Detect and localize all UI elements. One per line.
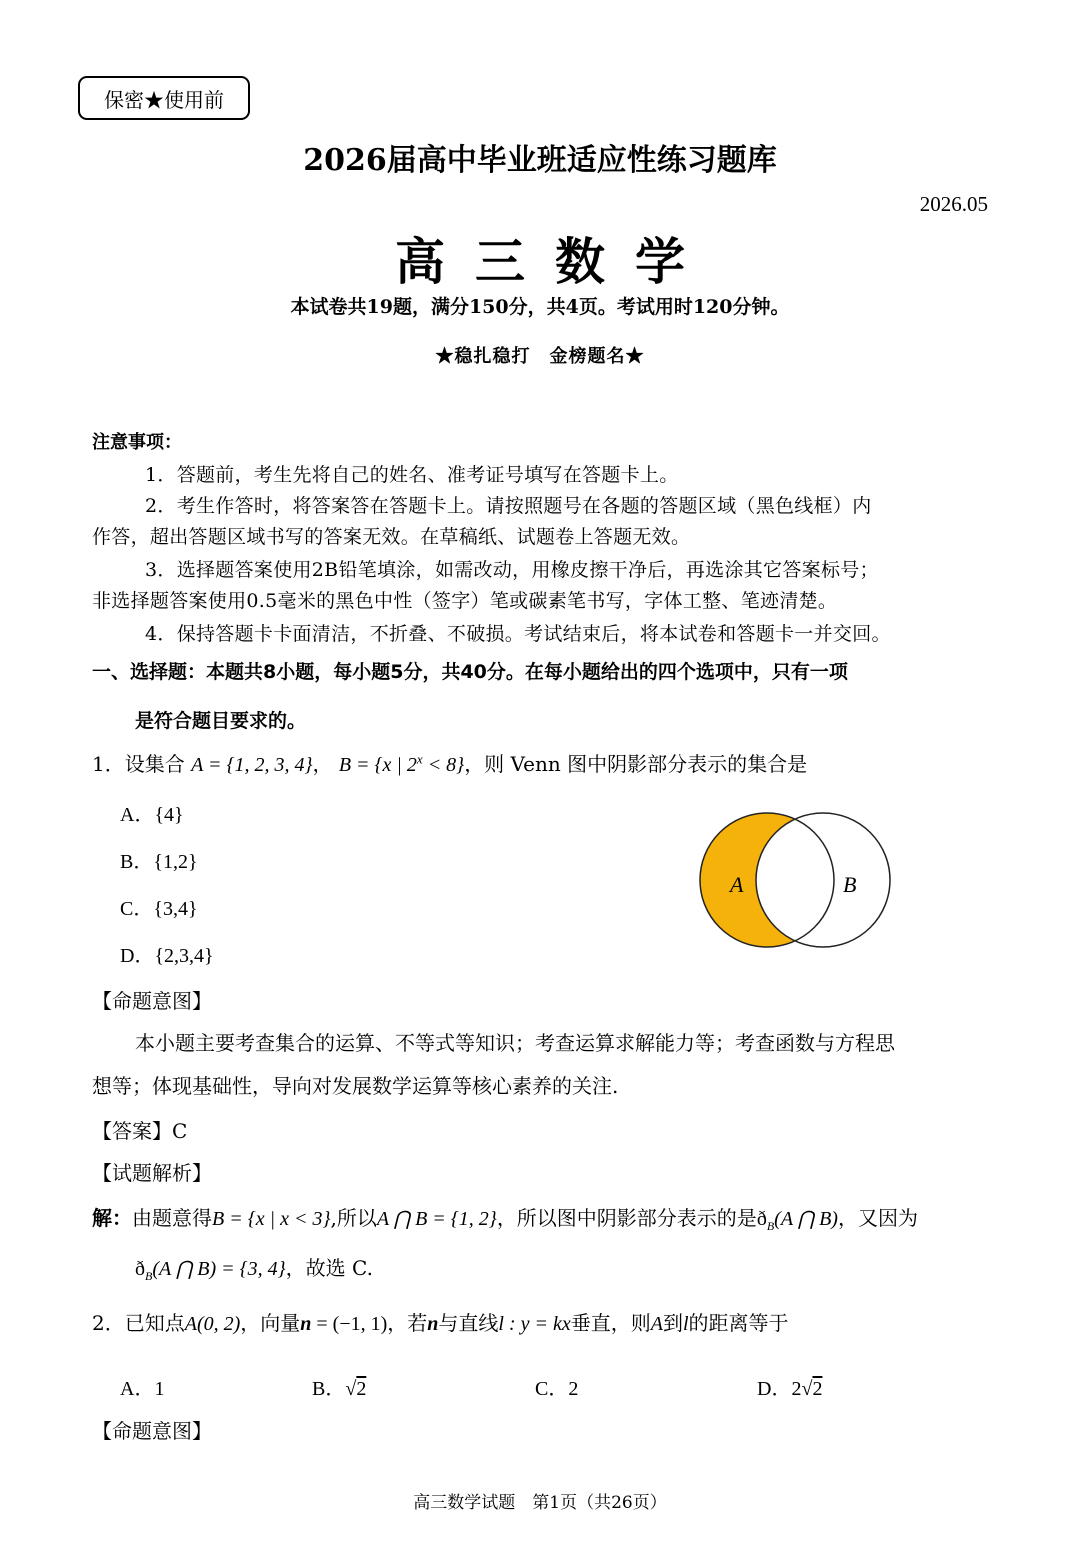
q1-sol-set-b: B = {x | x < 3} bbox=[212, 1208, 331, 1230]
note-4: 4．保持答题卡卡面清洁，不折叠、不破损。考试结束后，将本试卷和答题卡一并交回。 bbox=[145, 623, 891, 645]
q2-vector-n: n bbox=[300, 1313, 312, 1335]
q1-sol2-complement-symbol: ð bbox=[135, 1258, 145, 1280]
q1-set-b-post: < 8} bbox=[422, 754, 465, 776]
question-2-stem bbox=[92, 1307, 789, 1336]
q1-analysis-label: 【试题解析】 bbox=[92, 1161, 212, 1185]
q2-option-d-label: D．2 bbox=[757, 1378, 802, 1400]
q2-point-a-2: A bbox=[650, 1313, 663, 1335]
q1-sol2-result: (A ⋂ B) = {3, 4} bbox=[152, 1258, 286, 1280]
page-footer: 高三数学试题 第1页（共26页） bbox=[413, 1493, 667, 1513]
note-3-line1: 3．选择题答案使用2B铅笔填涂，如需改动，用橡皮擦干净后，再选涂其它答案标号； bbox=[145, 559, 879, 581]
q1-option-c: C．{3,4} bbox=[120, 898, 198, 920]
q2-option-a: A．1 bbox=[120, 1378, 165, 1400]
q2-option-c: C．2 bbox=[535, 1378, 579, 1400]
q2-text-n: 的距离等于 bbox=[688, 1311, 789, 1335]
q1-intent-label: 【命题意图】 bbox=[92, 989, 212, 1013]
q2-point-a: A(0, 2) bbox=[184, 1313, 241, 1335]
q2-text-h: 与直线 bbox=[438, 1311, 499, 1335]
q1-sol2-complement-sub: B bbox=[145, 1269, 153, 1283]
venn-label-b: B bbox=[843, 872, 857, 897]
note-1: 1．答题前，考生先将自己的姓名、准考证号填写在答题卡上。 bbox=[145, 464, 679, 486]
confidential-badge bbox=[78, 76, 250, 120]
q2-option-d-radicand: 2 bbox=[812, 1378, 823, 1400]
q2-option-b-label: B． bbox=[312, 1378, 346, 1400]
q1-set-b bbox=[338, 751, 465, 776]
notes-heading: 注意事项： bbox=[92, 432, 182, 453]
q2-line-l-2: l bbox=[682, 1313, 689, 1335]
q1-suffix: ，则 Venn 图中阴影部分表示的集合是 bbox=[464, 752, 808, 776]
q2-intent-label: 【命题意图】 bbox=[92, 1419, 212, 1443]
q2-option-b-radicand: 2 bbox=[356, 1378, 367, 1400]
q2-option-d bbox=[757, 1372, 822, 1401]
q1-sol-text-e: ，所以图中阴影部分表示的是 bbox=[496, 1206, 757, 1230]
slogan: ★稳扎稳打 金榜题名★ bbox=[435, 346, 645, 367]
q2-text-a: 2．已知点 bbox=[92, 1311, 185, 1335]
exam-info: 本试卷共19题，满分150分，共4页。考试用时120分钟。 bbox=[290, 296, 790, 318]
q2-text-j: 垂直，则 bbox=[570, 1311, 651, 1335]
q1-sol-text-a: 由题意得 bbox=[132, 1206, 212, 1230]
q1-option-a: A．{4} bbox=[120, 804, 184, 826]
q1-sol-intersection: A ⋂ B = {1, 2} bbox=[376, 1208, 497, 1230]
note-3-line2: 非选择题答案使用0.5毫米的黑色中性（签字）笔或碳素笔书写，字体工整、笔迹清楚。 bbox=[92, 590, 838, 612]
q1-set-a: A = {1, 2, 3, 4} bbox=[191, 754, 313, 776]
q1-option-d: D．{2,3,4} bbox=[120, 945, 214, 967]
sqrt-icon: √ bbox=[345, 1378, 357, 1400]
q1-sol-text-h: ，又因为 bbox=[837, 1206, 918, 1230]
confidential-label: 保密★使用前 bbox=[104, 87, 224, 112]
q1-prefix: 1．设集合 bbox=[92, 752, 185, 776]
q1-sol-complement-arg: (A ⋂ B) bbox=[774, 1208, 838, 1230]
exam-date: 2026.05 bbox=[919, 192, 988, 216]
q2-vector-n-2: n bbox=[427, 1313, 439, 1335]
q1-sol-complement-symbol: ð bbox=[756, 1208, 767, 1230]
q1-sol2-conclusion: ，故选 C. bbox=[285, 1256, 373, 1280]
venn-diagram bbox=[690, 810, 900, 950]
section-1-heading-cont: 是符合题目要求的。 bbox=[135, 710, 307, 732]
q1-sep: ， bbox=[312, 752, 333, 776]
q1-sol-complement-sub: B bbox=[766, 1219, 775, 1233]
q2-text-c: ，向量 bbox=[240, 1311, 301, 1335]
question-1-stem bbox=[92, 748, 807, 777]
q1-answer: 【答案】C bbox=[92, 1119, 188, 1143]
exam-series-title: 2026届高中毕业班适应性练习题库 bbox=[303, 143, 777, 178]
q1-solution-line2 bbox=[135, 1252, 373, 1284]
venn-label-a: A bbox=[730, 872, 744, 897]
q1-solution-head: 解： bbox=[92, 1206, 132, 1230]
note-2-line2: 作答，超出答题区域书写的答案无效。在草稿纸、试题卷上答题无效。 bbox=[92, 526, 691, 548]
q2-vector-value: = (−1, 1) bbox=[311, 1313, 388, 1335]
section-1-heading: 一、选择题：本题共8小题，每小题5分，共40分。在每小题给出的四个选项中，只有一项 bbox=[92, 661, 848, 683]
note-2-line1: 2．考生作答时，将答案答在答题卡上。请按照题号在各题的答题区域（黑色线框）内 bbox=[145, 495, 872, 517]
q2-text-f: ，若 bbox=[387, 1311, 428, 1335]
q1-intent-line2: 想等；体现基础性，导向对发展数学运算等核心素养的关注. bbox=[92, 1074, 619, 1098]
q2-text-l: 到 bbox=[662, 1311, 683, 1335]
q1-sol-text-c: ,所以 bbox=[330, 1206, 377, 1230]
q1-solution-line1 bbox=[92, 1202, 918, 1234]
q1-set-b-exp: x bbox=[416, 751, 423, 767]
q1-set-b-pre: B = {x | 2 bbox=[338, 754, 417, 776]
q1-option-b: B．{1,2} bbox=[120, 851, 198, 873]
q2-option-b bbox=[312, 1372, 366, 1401]
subject-title: 高三数学 bbox=[395, 232, 715, 291]
sqrt-icon: √ bbox=[801, 1378, 813, 1400]
q2-line-l: l : y = kx bbox=[498, 1313, 571, 1335]
q1-intent-line1: 本小题主要考查集合的运算、不等式等知识；考查运算求解能力等；考查函数与方程思 bbox=[135, 1031, 895, 1055]
